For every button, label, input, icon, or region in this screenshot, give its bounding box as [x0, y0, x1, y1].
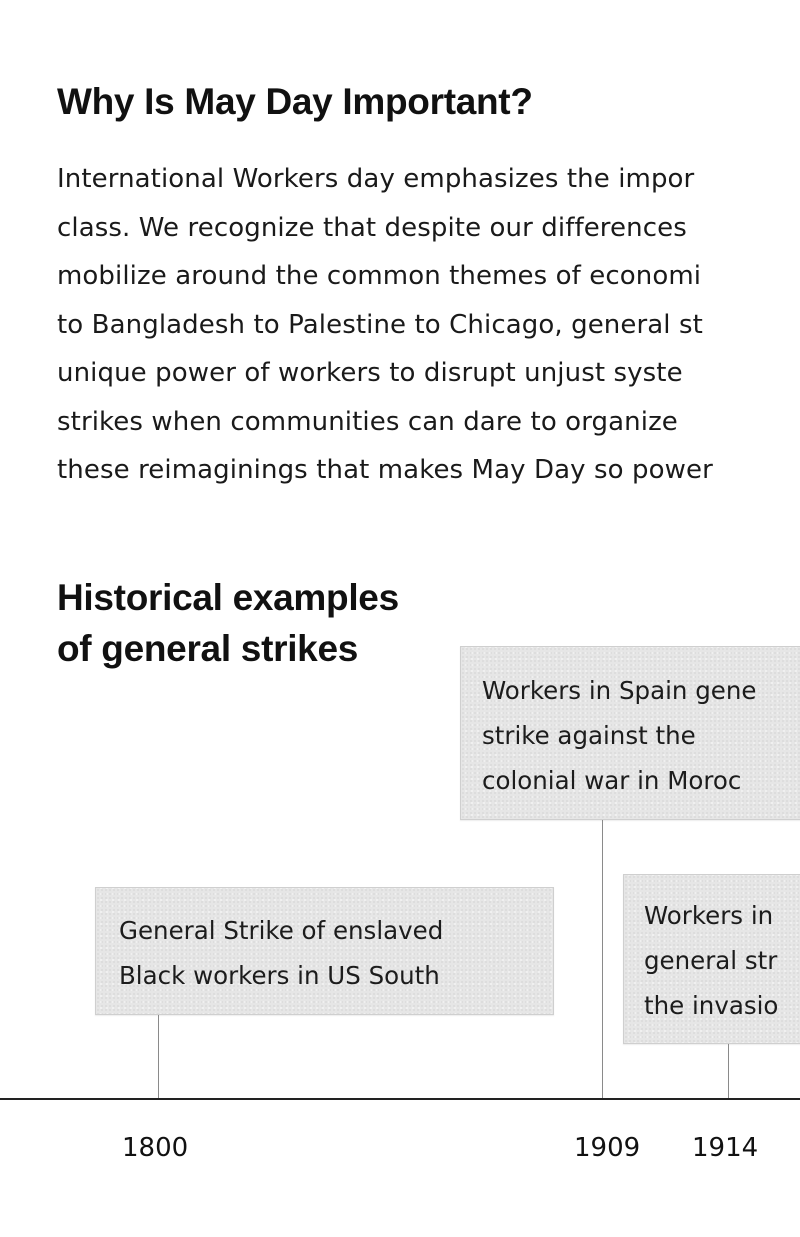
- paragraph-line: these reimaginings that makes May Day so power: [57, 455, 713, 485]
- event-card-1909: [460, 646, 800, 820]
- paragraph-line: strikes when communities can dare to organize: [57, 406, 678, 437]
- timeline-axis: [0, 1098, 800, 1100]
- paragraph-line: mobilize around the common themes of economi: [57, 261, 702, 291]
- event-text-line: the invasio: [644, 991, 779, 1020]
- event-text-line: Workers in: [644, 901, 774, 930]
- year-label-1800: 1800: [122, 1133, 189, 1163]
- event-text-line: strike against the: [482, 721, 696, 750]
- event-connector-1800: [158, 1015, 159, 1099]
- event-text-line: general str: [644, 946, 778, 975]
- timeline-heading: [57, 572, 399, 674]
- timeline-heading-line: of general strikes: [57, 628, 359, 669]
- event-text-line: colonial war in Moroc: [482, 766, 742, 795]
- paragraph-line: class. We recognize that despite our differences: [57, 212, 687, 243]
- paragraph-line: unique power of workers to disrupt unjust syste: [57, 358, 683, 388]
- event-text-line: Workers in Spain gene: [482, 676, 757, 705]
- year-label-1914: 1914: [692, 1133, 759, 1163]
- event-text-line: Black workers in US South: [119, 961, 440, 990]
- paragraph-line: to Bangladesh to Palestine to Chicago, general st: [57, 309, 703, 340]
- event-card-1800: [95, 887, 554, 1015]
- timeline-heading-line: Historical examples: [57, 577, 399, 618]
- section-heading: Why Is May Day Important?: [57, 81, 533, 122]
- paragraph-line: International Workers day emphasizes the impor: [57, 164, 695, 194]
- year-label-1909: 1909: [574, 1133, 641, 1163]
- event-text-line: General Strike of enslaved: [119, 916, 444, 945]
- event-card-1914: [623, 874, 800, 1044]
- intro-paragraph: [57, 155, 800, 495]
- event-connector-1909: [602, 820, 603, 1099]
- event-connector-1914: [728, 1044, 729, 1099]
